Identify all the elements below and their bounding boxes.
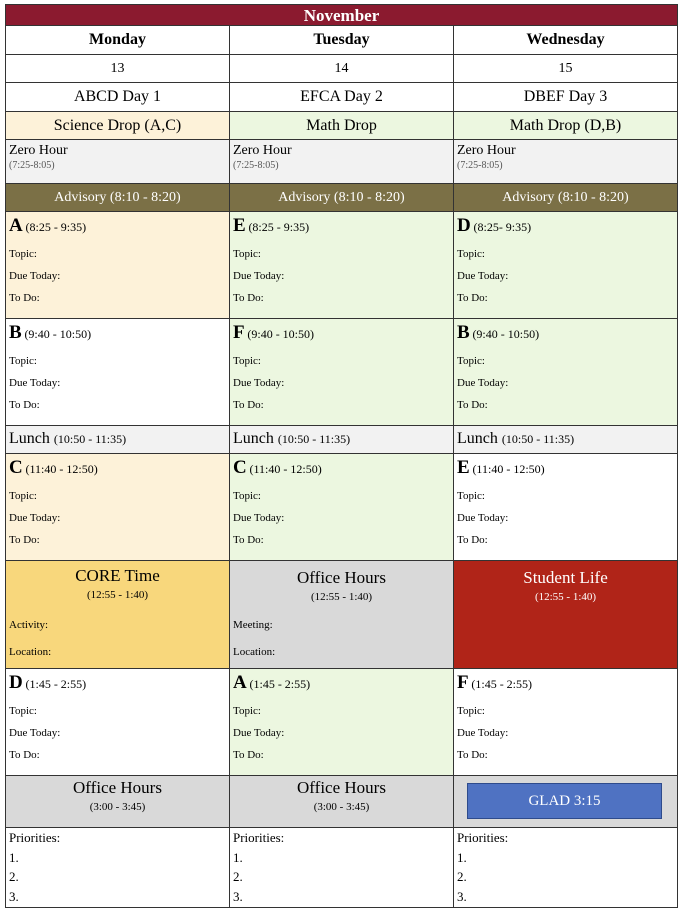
midday-row [5, 561, 678, 669]
lunch-label: Lunch [9, 430, 50, 447]
lunch-label: Lunch [457, 430, 498, 447]
office-hours-time: (3:00 - 3:45) [313, 801, 370, 813]
block-letter: B [457, 322, 470, 343]
rotation-monday: ABCD Day 1 [5, 83, 230, 112]
office-hours-title: Office Hours [297, 778, 386, 797]
office-hours-cell-monday[interactable] [5, 776, 230, 828]
zero-hour-label: Zero Hour [233, 143, 292, 158]
block2-row [5, 319, 678, 426]
priority-item-1: 1. [9, 849, 19, 865]
block-letter: D [9, 672, 23, 693]
lunch-time: (10:50 - 11:35) [53, 432, 127, 446]
topic-label: Topic: [457, 355, 485, 367]
block-header [233, 457, 453, 477]
day-number-wednesday: 15 [454, 55, 678, 83]
block-time: (9:40 - 10:50) [247, 327, 315, 341]
block-cell-monday-4[interactable] [5, 669, 230, 776]
block-letter: A [9, 215, 23, 236]
drop-wednesday[interactable]: Math Drop (D,B) [454, 112, 678, 140]
core-time-title: CORE Time [75, 566, 160, 585]
student-life-time: (12:55 - 1:40) [534, 591, 597, 603]
due-today-label: Due Today: [233, 727, 285, 739]
to-do-label: To Do: [233, 749, 264, 761]
topic-label: Topic: [233, 705, 261, 717]
office-hours-cell-tuesday[interactable] [230, 561, 454, 669]
priorities-row [5, 828, 678, 908]
block-time: (11:40 - 12:50) [472, 462, 545, 476]
to-do-label: To Do: [233, 399, 264, 411]
to-do-label: To Do: [9, 749, 40, 761]
block-cell-tuesday-4[interactable] [230, 669, 454, 776]
block-header [457, 215, 677, 235]
priorities-label: Priorities: [233, 830, 285, 845]
rotation-wednesday: DBEF Day 3 [454, 83, 678, 112]
location-label: Location: [233, 646, 276, 658]
block-time: (8:25 - 9:35) [248, 220, 310, 234]
block-time: (11:40 - 12:50) [25, 462, 98, 476]
block-cell-tuesday-2[interactable] [230, 319, 454, 426]
block-cell-wednesday-4[interactable] [454, 669, 678, 776]
glad-button[interactable]: GLAD 3:15 [467, 783, 662, 819]
block-header [233, 215, 453, 235]
advisory-row [5, 184, 678, 212]
office-hours-time: (3:00 - 3:45) [89, 801, 146, 813]
core-time-time: (12:55 - 1:40) [86, 589, 149, 601]
to-do-label: To Do: [457, 399, 488, 411]
topic-label: Topic: [233, 490, 261, 502]
student-life-cell[interactable] [454, 561, 678, 669]
block-cell-wednesday-3[interactable] [454, 454, 678, 561]
student-life-title: Student Life [523, 568, 608, 587]
block-letter: B [9, 322, 22, 343]
block-time: (1:45 - 2:55) [471, 677, 533, 691]
block-header [9, 215, 229, 235]
to-do-label: To Do: [457, 292, 488, 304]
topic-label: Topic: [9, 705, 37, 717]
topic-label: Topic: [9, 490, 37, 502]
block-cell-tuesday-1[interactable] [230, 212, 454, 319]
block-header [457, 672, 677, 692]
rotation-tuesday: EFCA Day 2 [230, 83, 454, 112]
zero-hour-tuesday[interactable] [230, 140, 454, 184]
block1-row [5, 212, 678, 319]
zero-hour-monday[interactable] [5, 140, 230, 184]
block-cell-tuesday-3[interactable] [230, 454, 454, 561]
day-number-monday: 13 [5, 55, 230, 83]
topic-label: Topic: [9, 248, 37, 260]
block-time: (11:40 - 12:50) [249, 462, 322, 476]
priority-item-2: 2. [233, 869, 243, 884]
zero-hour-label: Zero Hour [9, 143, 68, 158]
topic-label: Topic: [9, 355, 37, 367]
to-do-label: To Do: [9, 292, 40, 304]
block-time: (9:40 - 10:50) [472, 327, 540, 341]
due-today-label: Due Today: [457, 512, 509, 524]
topic-label: Topic: [233, 355, 261, 367]
afternoon-row [5, 776, 678, 828]
block3-row [5, 454, 678, 561]
month-header: November [5, 4, 678, 26]
block-header [233, 672, 453, 692]
priority-item-1: 1. [457, 849, 467, 865]
lunch-label: Lunch [233, 430, 274, 447]
due-today-label: Due Today: [233, 270, 285, 282]
day-name-tuesday: Tuesday [230, 26, 454, 55]
due-today-label: Due Today: [233, 377, 285, 389]
due-today-label: Due Today: [9, 270, 61, 282]
office-hours-title: Office Hours [297, 568, 386, 587]
drop-row [5, 112, 678, 140]
advisory-wednesday[interactable]: Advisory (8:10 - 8:20) [454, 184, 678, 212]
lunch-time: (10:50 - 11:35) [277, 432, 351, 446]
weekly-planner [5, 4, 678, 908]
block-header [9, 672, 229, 692]
topic-label: Topic: [457, 705, 485, 717]
office-hours-cell-tuesday-pm[interactable] [230, 776, 454, 828]
zero-hour-time: (7:25-8:05) [457, 160, 503, 171]
priorities-label: Priorities: [457, 830, 509, 845]
block-letter: C [9, 457, 23, 478]
zero-hour-time: (7:25-8:05) [233, 160, 279, 171]
block-header [9, 457, 229, 477]
due-today-label: Due Today: [9, 727, 61, 739]
to-do-label: To Do: [457, 749, 488, 761]
due-today-label: Due Today: [457, 270, 509, 282]
lunch-monday[interactable] [5, 426, 230, 454]
zero-hour-time: (7:25-8:05) [9, 160, 55, 171]
due-today-label: Due Today: [233, 512, 285, 524]
priorities-wednesday[interactable] [454, 828, 678, 908]
office-hours-cell-wednesday-pm[interactable] [454, 776, 678, 828]
meeting-label: Meeting: [233, 619, 273, 631]
to-do-label: To Do: [233, 292, 264, 304]
due-today-label: Due Today: [9, 512, 61, 524]
priorities-tuesday[interactable] [230, 828, 454, 908]
priority-item-1: 1. [233, 849, 243, 865]
block-time: (8:25 - 9:35) [25, 220, 87, 234]
block-header [457, 457, 677, 477]
priority-item-3: 3. [233, 888, 243, 904]
block4-row [5, 669, 678, 776]
block-header [233, 322, 453, 342]
block-cell-wednesday-1[interactable] [454, 212, 678, 319]
block-time: (9:40 - 10:50) [24, 327, 92, 341]
block-time: (1:45 - 2:55) [25, 677, 87, 691]
advisory-tuesday[interactable]: Advisory (8:10 - 8:20) [230, 184, 454, 212]
priority-item-3: 3. [457, 888, 467, 904]
block-letter: F [233, 322, 245, 343]
priority-item-3: 3. [9, 888, 19, 904]
to-do-label: To Do: [9, 534, 40, 546]
block-letter: A [233, 672, 247, 693]
lunch-tuesday[interactable] [230, 426, 454, 454]
activity-label: Activity: [9, 619, 49, 631]
to-do-label: To Do: [233, 534, 264, 546]
block-cell-monday-2[interactable] [5, 319, 230, 426]
zero-hour-label: Zero Hour [457, 143, 516, 158]
priorities-monday[interactable] [5, 828, 230, 908]
day-name-row [5, 26, 678, 55]
block-letter: E [233, 215, 246, 236]
day-number-tuesday: 14 [230, 55, 454, 83]
to-do-label: To Do: [457, 534, 488, 546]
block-time: (1:45 - 2:55) [249, 677, 311, 691]
block-cell-monday-3[interactable] [5, 454, 230, 561]
rotation-row [5, 83, 678, 112]
block-header [457, 322, 677, 342]
drop-monday[interactable]: Science Drop (A,C) [5, 112, 230, 140]
due-today-label: Due Today: [9, 377, 61, 389]
topic-label: Topic: [457, 248, 485, 260]
block-cell-monday-1[interactable] [5, 212, 230, 319]
advisory-monday[interactable]: Advisory (8:10 - 8:20) [5, 184, 230, 212]
zero-hour-wednesday[interactable] [454, 140, 678, 184]
zero-hour-row [5, 140, 678, 184]
priorities-label: Priorities: [9, 830, 61, 845]
to-do-label: To Do: [9, 399, 40, 411]
due-today-label: Due Today: [457, 727, 509, 739]
priority-item-2: 2. [9, 869, 19, 884]
block-letter: D [457, 215, 471, 236]
drop-tuesday[interactable]: Math Drop [230, 112, 454, 140]
lunch-time: (10:50 - 11:35) [501, 432, 575, 446]
block-time: (8:25- 9:35) [473, 220, 532, 234]
office-hours-time: (12:55 - 1:40) [310, 591, 373, 603]
due-today-label: Due Today: [457, 377, 509, 389]
topic-label: Topic: [233, 248, 261, 260]
core-time-cell[interactable] [5, 561, 230, 669]
priority-item-2: 2. [457, 869, 467, 884]
location-label: Location: [9, 646, 52, 658]
block-letter: F [457, 672, 469, 693]
block-letter: C [233, 457, 247, 478]
day-name-wednesday: Wednesday [454, 26, 678, 55]
topic-label: Topic: [457, 490, 485, 502]
block-header [9, 322, 229, 342]
office-hours-title: Office Hours [73, 778, 162, 797]
block-cell-wednesday-2[interactable] [454, 319, 678, 426]
day-number-row [5, 55, 678, 83]
lunch-row [5, 426, 678, 454]
block-letter: E [457, 457, 470, 478]
day-name-monday: Monday [5, 26, 230, 55]
lunch-wednesday[interactable] [454, 426, 678, 454]
